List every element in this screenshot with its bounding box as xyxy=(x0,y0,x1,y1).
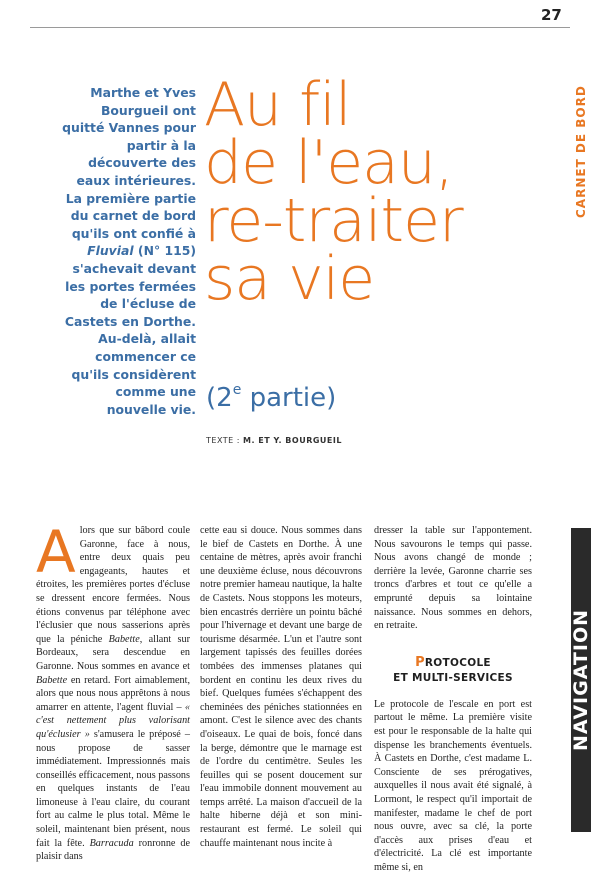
byline-authors: M. ET Y. BOURGUEIL xyxy=(243,436,342,445)
side-category-label: NAVIGATION xyxy=(570,609,592,751)
text-run: en retard. Fort aimablement, alors que nous nous apprêtons à nous amarrer en attente, l'agent fluvial – xyxy=(36,674,190,713)
headline-line-4: sa vie xyxy=(204,244,375,314)
top-rule xyxy=(30,27,570,28)
intro-part1: Marthe et Yves Bourgueil ont quitté Vannes pour partir à la découverte des eaux intérieures. La première partie du carnet de bord qu'ils ont confié à xyxy=(62,85,196,241)
section-heading-line-2: ET MULTI-SERVICES xyxy=(393,671,513,684)
byline-label: TEXTE : xyxy=(206,436,244,445)
subtitle-sup: e xyxy=(232,382,242,398)
article-column-2 xyxy=(200,524,362,850)
column-3-text-bottom: Le protocole de l'escale en port est partout le même. La première visite est pour le responsable de la halte qui dispense les branchements éventuels. À Castets en Dorthe, c'est madame L. Consciente de ses prérogatives, auxquelles il nous avait été signalé, à Lormont, le respect qu'il importait de manifester, madame le chef de port nous ouvre, avec sa clé, la porte d'accès aux prises d'eau et d'électricité. La clé est importante même si, en xyxy=(374,698,532,873)
section-heading-initial: P xyxy=(415,654,425,670)
article-column-3 xyxy=(374,524,532,874)
column-3-text-top: dresser la table sur l'appontement. Nous savourons le temps qui passe. Nous avons changé de monde ; derrière la levée, Garonne charrie ses troncs d'arbres et tout ce qu'elle a emprunté depuis sa lointaine naissance. Nous sommes en dehors, en retraite. xyxy=(374,525,532,632)
page-number: 27 xyxy=(541,6,562,24)
section-heading-line-1 xyxy=(374,655,532,671)
article-column-1 xyxy=(36,518,190,864)
text-italic: Babette xyxy=(108,633,140,645)
text-italic: Babette xyxy=(36,674,68,686)
intro-part2: (N° 115) s'achevait devant les portes fermées de l'écluse de Castets en Dorthe. Au-delà, allait commencer ce qu'ils considèrent comme une nouvelle vie. xyxy=(64,243,196,417)
subtitle-close: partie) xyxy=(241,383,337,413)
section-heading xyxy=(374,655,532,686)
subtitle xyxy=(206,374,506,414)
text-italic: Barracuda xyxy=(89,837,134,849)
side-section-label: CARNET DE BORD xyxy=(574,85,588,218)
intro-magazine: Fluvial xyxy=(87,243,134,259)
text-run: s'amusera le préposé – nous propose de sasser immédiatement. Impressionnés mais conseillés efficacement, nous passons en quelques instants de l'eau limoneuse à l'eau claire, du courant fort au calme le plus total. Même le soleil, maintenant bien présent, nous fait la fête. xyxy=(36,728,190,849)
intro-text xyxy=(58,84,196,418)
byline xyxy=(206,436,506,445)
drop-cap: A xyxy=(36,518,76,586)
headline xyxy=(204,70,564,314)
column-2-text: cette eau si douce. Nous sommes dans le bief de Castets en Dorthe. À une centaine de mètres, après avoir franchi une deuxième écluse, nous découvrons notre premier hameau nautique, la halte de Castets. Nous stoppons les moteurs, bien encastrés derrière un pointu bâché pour l'hivernage et devant une barge de tourisme désarmée. L'un et l'autre sont largement tapissés des feuilles dorées tombées des immenses platanes qui bordent en continu les deux rives du bief. Quelques fumées s'échappent des cheminées des péniches stationnées en amont. C'est le silence avec des chants d'oiseaux. Le quai de bois, foncé dans la berge, démontre que le marnage est de l'ordre du centimètre. Seules les feuilles qui se posent doucement sur l'eau immobile donnent mouvement au temps arrêté. La maison d'accueil de la halte hiberne déjà et son mini-restaurant est fermé. Le soleil qui chauffe maintenant nous incite à xyxy=(200,525,362,849)
text-italic: « c'est nettement plus valorisant qu'éclusier » xyxy=(36,701,190,740)
text-run: , allant sur Bordeaux, sera descendue en Garonne. Nous sommes en avance et xyxy=(36,633,190,672)
headline-line-3: re-traiter xyxy=(204,186,463,256)
headline-line-2: de l'eau, xyxy=(204,128,454,198)
subtitle-open: (2 xyxy=(206,383,233,413)
text-run: lors que sur bâbord coule Garonne, face à nous, entre deux quais peu engageants, hautes et étroites, les premières portes d'écluse se dressent encore fermées. Nous étions convenus par téléphone avec l'éclusier que nous sasserions après que la péniche xyxy=(36,525,190,645)
headline-line-1: Au fil xyxy=(204,70,351,140)
text-run: ronronne de plaisir dans xyxy=(36,837,190,863)
side-tab xyxy=(571,18,591,832)
section-heading-rest: ROTOCOLE xyxy=(424,656,491,669)
